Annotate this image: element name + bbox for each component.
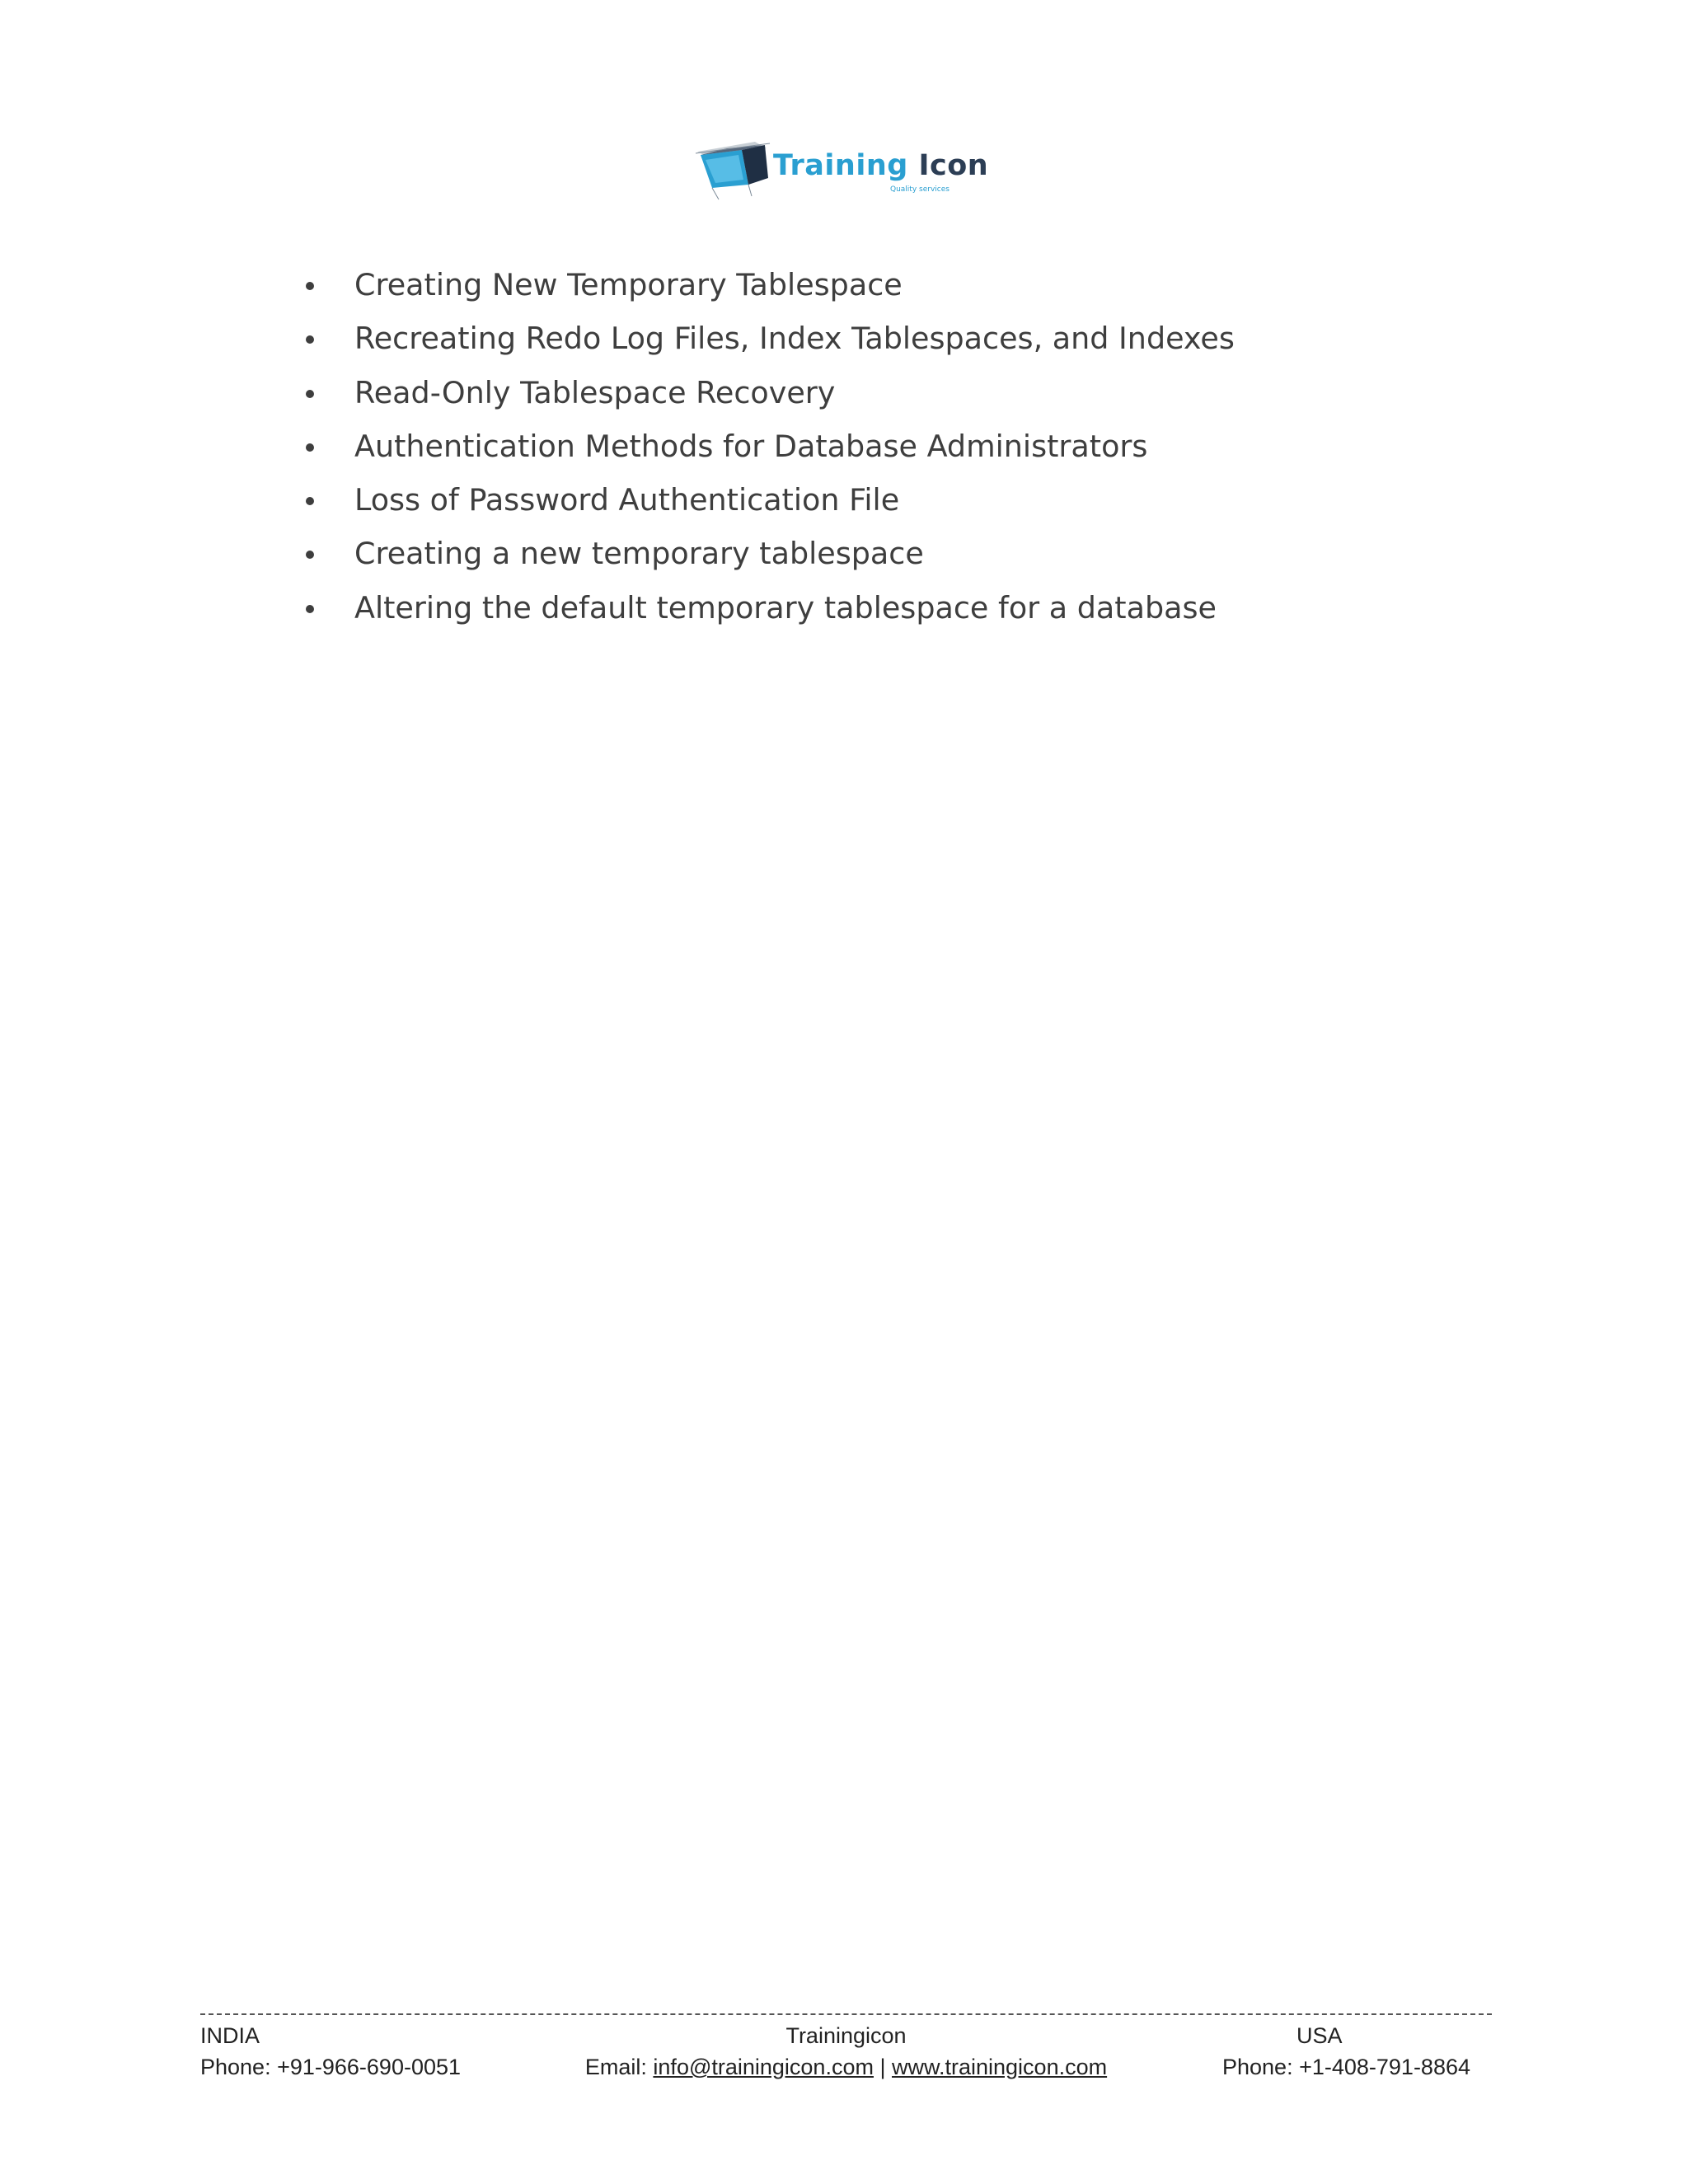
list-item-text: Authentication Methods for Database Administrators (354, 428, 1148, 464)
bullet-icon (306, 497, 314, 505)
footer-india-label: INDIA (200, 2023, 260, 2048)
bullet-icon (306, 443, 314, 452)
footer-divider (200, 2013, 1492, 2015)
page-footer (200, 2023, 1492, 2086)
footer-usa-phone: Phone: +1-408-791-8864 (1222, 2055, 1470, 2079)
box-icon (694, 137, 776, 203)
footer-india-phone: Phone: +91-966-690-0051 (200, 2055, 462, 2079)
bullet-icon (306, 335, 314, 344)
footer-row-contacts (200, 2055, 1492, 2086)
email-link[interactable]: info@trainingicon.com (653, 2055, 874, 2079)
footer-separator: | (873, 2055, 892, 2079)
list-item-text: Loss of Password Authentication File (354, 482, 900, 518)
logo-word-primary: Training (773, 149, 908, 182)
list-item-text: Creating New Temporary Tablespace (354, 267, 903, 302)
footer-email-label: Email: (584, 2055, 654, 2079)
logo-word-secondary: Icon (918, 149, 989, 182)
list-item (298, 262, 1235, 316)
list-item-text: Read-Only Tablespace Recovery (354, 374, 836, 410)
list-item (298, 531, 1235, 584)
bullet-icon (306, 551, 314, 559)
bullet-icon (306, 390, 314, 398)
logo-wordmark (773, 149, 989, 182)
footer-company: Trainingicon (785, 2023, 907, 2048)
list-item (298, 316, 1235, 369)
bullet-icon (306, 282, 314, 290)
topic-list (298, 262, 1235, 639)
list-item-text: Altering the default temporary tablespace for a database (354, 589, 1217, 626)
list-item-text: Recreating Redo Log Files, Index Tablespaces, and Indexes (354, 321, 1235, 357)
list-item-text: Creating a new temporary tablespace (354, 536, 924, 572)
footer-row-labels (200, 2023, 1492, 2055)
list-item (298, 370, 1235, 424)
list-item (298, 424, 1235, 477)
website-link[interactable]: www.trainingicon.com (892, 2055, 1108, 2079)
logo-tagline: Quality services (890, 185, 950, 194)
list-item (298, 585, 1235, 639)
list-item (298, 477, 1235, 531)
footer-usa-label: USA (1296, 2023, 1343, 2048)
bullet-icon (306, 605, 314, 613)
company-logo (694, 137, 989, 203)
